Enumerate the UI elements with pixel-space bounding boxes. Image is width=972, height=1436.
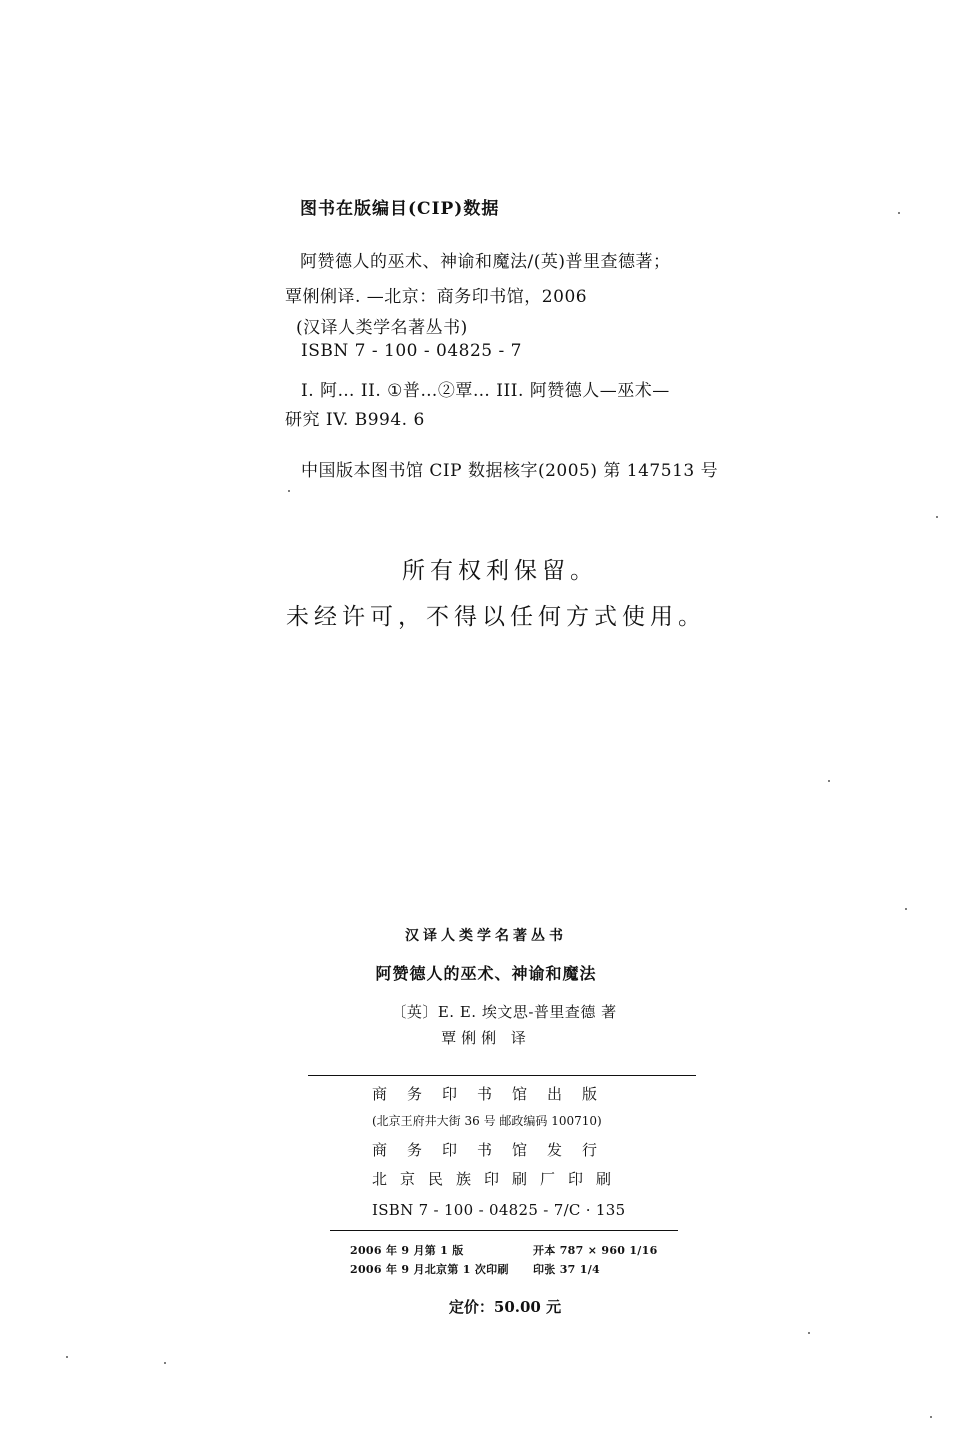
book-title: 阿赞德人的巫术、神谕和魔法 bbox=[375, 964, 597, 983]
divider-bottom bbox=[330, 1230, 678, 1231]
scan-speck bbox=[898, 212, 900, 214]
author-line: 〔英〕E. E. 埃文思-普里查德 著 bbox=[391, 1003, 617, 1021]
cip-line-series: (汉译人类学名著丛书) bbox=[296, 318, 468, 338]
rights-line-2: 未经许可，不得以任何方式使用。 bbox=[286, 604, 706, 630]
cip-line-title: 阿赞德人的巫术、神谕和魔法/(英)普里查德著； bbox=[300, 252, 671, 272]
translator-line: 覃俐俐 译 bbox=[441, 1029, 531, 1047]
scan-speck bbox=[808, 1332, 810, 1334]
divider-top bbox=[308, 1075, 696, 1076]
distributor-line: 商务印书馆发行 bbox=[372, 1141, 618, 1159]
price: 定价：50.00 元 bbox=[448, 1298, 562, 1316]
format-size: 开本 787 × 960 1/16 bbox=[533, 1244, 658, 1257]
scan-speck bbox=[930, 1416, 932, 1418]
cip-line-record-number: 中国版本图书馆 CIP 数据核字(2005) 第 147513 号 bbox=[301, 461, 719, 481]
scan-speck bbox=[905, 908, 907, 910]
scan-speck bbox=[828, 780, 830, 782]
scan-speck bbox=[164, 1362, 166, 1364]
edition-date: 2006 年 9 月第 1 版 bbox=[350, 1244, 464, 1257]
cip-line-publication: 覃俐俐译. —北京：商务印书馆，2006 bbox=[285, 287, 588, 307]
scan-speck bbox=[288, 490, 290, 492]
scan-speck bbox=[66, 1356, 68, 1358]
colophon-isbn: ISBN 7 - 100 - 04825 - 7/C · 135 bbox=[372, 1201, 626, 1219]
cip-line-subjects: I. 阿… II. ①普…②覃… III. 阿赞德人—巫术— bbox=[301, 381, 670, 401]
printing-date: 2006 年 9 月北京第 1 次印刷 bbox=[350, 1263, 509, 1276]
cip-line-isbn: ISBN 7 - 100 - 04825 - 7 bbox=[301, 341, 522, 361]
cip-line-classification: 研究 IV. B994. 6 bbox=[285, 410, 425, 430]
series-name: 汉译人类学名著丛书 bbox=[405, 928, 567, 944]
print-sheets: 印张 37 1/4 bbox=[533, 1263, 600, 1276]
publisher-line: 商务印书馆出版 bbox=[372, 1085, 618, 1103]
scan-speck bbox=[936, 516, 938, 518]
rights-line-1: 所有权利保留。 bbox=[402, 558, 598, 584]
cip-title: 图书在版编目(CIP)数据 bbox=[300, 199, 500, 219]
printer-line: 北京民族印刷厂印刷 bbox=[372, 1170, 625, 1188]
publisher-address: (北京王府井大街 36 号 邮政编码 100710) bbox=[372, 1114, 602, 1128]
